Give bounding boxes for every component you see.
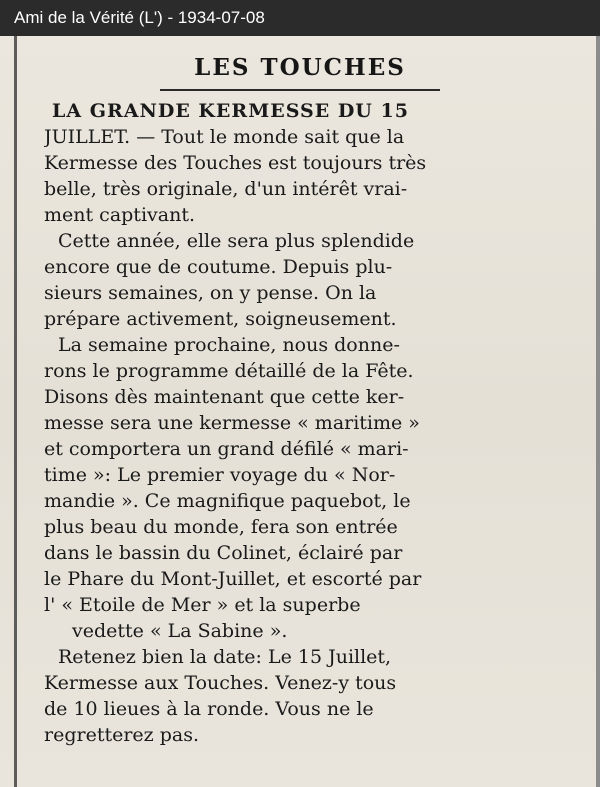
article-line: le Phare du Mont-Juillet, et escorté par: [44, 568, 422, 590]
article-line: LA GRANDE KERMESSE DU 15: [52, 100, 409, 122]
article-line: Disons dès maintenant que cette ker-: [44, 386, 405, 408]
article-line: Cette année, elle sera plus splendide: [58, 230, 415, 252]
article-heading: LES TOUCHES: [194, 54, 406, 81]
column-rule: [14, 36, 17, 787]
article-line: mandie ». Ce magnifique paquebot, le: [44, 490, 411, 512]
article-line: de 10 lieues à la ronde. Vous ne le: [44, 698, 374, 720]
article-line: vedette « La Sabine ».: [72, 620, 288, 642]
article-line: regretterez pas.: [44, 724, 199, 746]
article-line: Kermesse des Touches est toujours très: [44, 152, 427, 174]
article-line: La semaine prochaine, nous donne-: [58, 334, 400, 356]
clipping-edge: [596, 36, 600, 787]
heading-underline: [160, 89, 440, 91]
newspaper-clipping: [0, 36, 600, 787]
article-line: JUILLET. — Tout le monde sait que la: [44, 126, 405, 148]
article-line: et comportera un grand défilé « mari-: [44, 438, 409, 460]
article-line: messe sera une kermesse « maritime »: [44, 412, 420, 434]
window-title: Ami de la Vérité (L') - 1934-07-08: [0, 0, 600, 36]
article-line: belle, très originale, d'un intérêt vrai-: [44, 178, 408, 200]
article-line: prépare activement, soigneusement.: [44, 308, 397, 330]
article-line: sieurs semaines, on y pense. On la: [44, 282, 377, 304]
article-line: plus beau du monde, fera son entrée: [44, 516, 398, 538]
article-body: [44, 98, 584, 748]
article-line: Kermesse aux Touches. Venez-y tous: [44, 672, 397, 694]
article-line: Retenez bien la date: Le 15 Juillet,: [58, 646, 392, 668]
article-line: encore que de coutume. Depuis plu-: [44, 256, 393, 278]
article-line: rons le programme détaillé de la Fête.: [44, 360, 414, 382]
article-line: dans le bassin du Colinet, éclairé par: [44, 542, 403, 564]
article-line: ment captivant.: [44, 204, 195, 226]
article-line: l' « Etoile de Mer » et la superbe: [44, 594, 361, 616]
article-line: time »: Le premier voyage du « Nor-: [44, 464, 396, 486]
